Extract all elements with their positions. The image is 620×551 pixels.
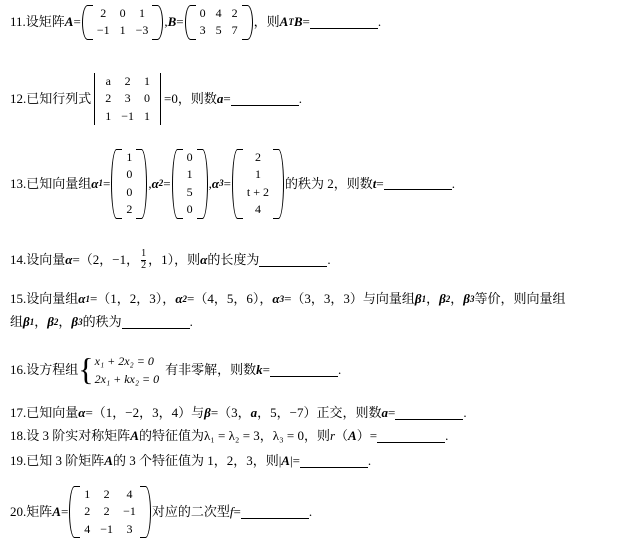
question-16-answer-blank[interactable] [270, 363, 338, 376]
question-12-eq0: =0，则数 [164, 90, 217, 106]
question-15-beta3-sub: 3 [469, 293, 475, 304]
cell: 2 [105, 91, 112, 106]
question-11-matrix-b-label: B [167, 14, 177, 30]
question-15-alpha2-value: =（4，5，6）， [187, 291, 273, 306]
question-18-period: . [445, 428, 449, 443]
question-20-eq-2: = [233, 503, 241, 519]
question-12-lead: 已知行列式 [26, 90, 92, 106]
cell: 3 [126, 521, 133, 536]
paren-left [172, 148, 179, 220]
question-15-alpha1-value: =（1，2，3）， [89, 291, 176, 306]
cell: 0 [119, 6, 126, 20]
cell: 1 [144, 108, 151, 123]
question-18-mid: 的特征值为 [138, 428, 204, 443]
question-14-number: 14. [10, 251, 27, 267]
question-20-mid: 对应的二次型 [151, 503, 230, 519]
question-13-eq2: = [163, 175, 171, 191]
question-15-beta2: β [439, 291, 446, 306]
cell: 1 [119, 23, 126, 38]
equation-1: x₁ + 2x₂ = 0 [94, 354, 154, 368]
question-15-line2-comma-2: ， [58, 314, 72, 329]
cell: 0 [199, 6, 206, 20]
question-19 [4, 453, 371, 469]
question-18-paren-right: ） [356, 428, 370, 443]
question-13 [4, 148, 455, 220]
question-18-matrix-a-2: A [348, 428, 357, 443]
cell: 1 [105, 108, 112, 123]
question-11-eq: = [302, 14, 310, 30]
question-11-number: 11. [10, 14, 26, 30]
question-15-line2-comma-1: ， [34, 314, 48, 329]
cell: 0 [186, 150, 193, 164]
question-19-matrix-a: A [104, 453, 113, 468]
question-13-alpha3-sub: 3 [219, 178, 224, 189]
question-16-period: . [338, 361, 342, 377]
question-14-alpha-2: α [200, 251, 208, 267]
question-19-matrix-a-2: A [281, 453, 290, 468]
question-15-alpha3: α [272, 291, 280, 306]
question-11-matrix-a [82, 4, 164, 41]
paren-right [277, 148, 284, 220]
question-16-system [78, 352, 159, 388]
matrix-grid [76, 485, 144, 539]
cell: 4 [254, 202, 261, 217]
question-19-mid-2: |= [289, 453, 300, 468]
question-15-alpha3-sub: 3 [279, 293, 285, 304]
cell: 1 [138, 6, 145, 20]
question-18-lambda-1-2: λ₁ = λ₂ = 3， [203, 428, 273, 443]
cell: a [105, 74, 111, 88]
question-15-alpha2: α [175, 291, 183, 306]
question-18-answer-blank[interactable] [377, 429, 445, 442]
cell: 2 [100, 6, 107, 20]
cell: −1 [96, 23, 110, 38]
question-15-line-2 [4, 314, 193, 330]
question-15-beta1: β [414, 291, 422, 306]
question-11-expr-b: B [293, 14, 303, 30]
question-13-alpha1-label: α [91, 175, 99, 191]
question-15-tail-1: 等价，则向量组 [474, 291, 566, 306]
question-17-var: a [381, 405, 388, 420]
fraction-numerator: 1 [141, 248, 147, 259]
question-15-answer-blank[interactable] [122, 315, 190, 328]
matrix-a-grid [89, 4, 157, 41]
question-20 [4, 485, 312, 539]
question-15-lead: 设向量组 [26, 291, 79, 306]
question-13-vector-1 [111, 148, 147, 220]
question-11-answer-blank[interactable] [310, 16, 378, 29]
question-20-f-symbol: f [229, 503, 234, 519]
question-15-beta3: β [463, 291, 470, 306]
question-18-paren-left: （ [335, 428, 349, 443]
question-13-eq: = [376, 175, 384, 191]
cell: t + 2 [246, 184, 270, 199]
question-15-period: . [189, 314, 193, 329]
question-19-answer-blank[interactable] [300, 454, 368, 467]
question-11-eq-b: = [176, 14, 184, 30]
question-14-mid: 的长度为 [207, 251, 260, 267]
question-18-lambda-3: λ₃ = 0，则 [272, 428, 330, 443]
question-17 [4, 405, 467, 421]
question-18-matrix-a: A [130, 428, 139, 443]
fraction-denominator: 2 [141, 259, 147, 271]
cell: 2 [103, 504, 110, 519]
question-18-lead: 设 3 阶实对称矩阵 [26, 428, 131, 443]
cell: −1 [121, 108, 135, 123]
cell: 2 [103, 487, 110, 501]
cell: 1 [126, 150, 133, 164]
cell: 1 [144, 74, 151, 88]
paren-right [246, 4, 253, 41]
cell: 5 [215, 23, 222, 38]
cell: 4 [84, 521, 91, 536]
cell: 3 [124, 91, 131, 106]
question-17-period: . [463, 405, 467, 420]
equations [95, 352, 160, 388]
question-12-number: 12. [10, 90, 27, 106]
question-20-matrix [69, 485, 151, 539]
question-16-var: k [256, 361, 263, 377]
question-14-fraction [141, 249, 146, 271]
question-14-lead: 设向量 [26, 251, 66, 267]
question-15-alpha2-sub: 2 [182, 293, 188, 304]
cell: −3 [135, 23, 149, 38]
cell: 0 [126, 167, 133, 182]
question-19-number: 19. [10, 453, 27, 468]
cell: 4 [215, 6, 222, 20]
question-14-eq2: ，1），则 [148, 251, 201, 267]
question-11-lead: 设矩阵 [25, 14, 65, 30]
question-13-alpha2-sub: 2 [158, 178, 164, 189]
question-11-matrix-b [185, 4, 253, 41]
cell: 1 [254, 167, 261, 182]
question-17-beta-value: =（3， [210, 405, 251, 420]
question-20-period: . [308, 503, 313, 519]
question-11-eq-a: = [73, 14, 81, 30]
question-14 [4, 249, 331, 271]
question-14-eq1: =（2，−1， [72, 251, 140, 267]
question-15-line2-beta1: β [23, 314, 30, 329]
question-14-answer-blank[interactable] [259, 253, 327, 266]
question-17-lead: 已知向量 [26, 405, 79, 420]
cell: 2 [124, 74, 131, 88]
question-17-beta: β [204, 405, 211, 420]
cell: 1 [84, 487, 91, 501]
question-13-alpha1-sub: 1 [98, 178, 103, 189]
question-11-expr-a: A [279, 14, 289, 30]
equation-2: 2x₁ + kx₂ = 0 [94, 372, 160, 386]
question-15-line2-prefix: 组 [10, 314, 24, 329]
cell: 0 [186, 202, 193, 217]
question-19-period: . [367, 453, 372, 468]
vector-3-grid [239, 148, 277, 220]
paren-right [140, 148, 147, 220]
question-12-answer-blank[interactable] [231, 92, 299, 105]
question-11-period: . [377, 14, 382, 30]
cell: 0 [144, 91, 151, 106]
question-20-matrix-a-label: A [52, 503, 61, 519]
question-13-comma-2: , [208, 175, 212, 191]
question-11-expr-sup: T [288, 16, 294, 27]
question-16-mid: 有非零解，则数 [165, 361, 257, 377]
question-12 [4, 72, 302, 126]
question-19-mid: 的 3 个特征值为 1，2，3，则| [112, 453, 282, 468]
paren-right [144, 485, 151, 539]
matrix-b-grid [192, 4, 246, 41]
paren-left [82, 4, 89, 41]
question-13-mid: 的秩为 2，则数 [285, 175, 373, 191]
question-19-lead: 已知 3 阶矩阵 [26, 453, 105, 468]
cell: 4 [126, 487, 133, 501]
question-11 [4, 4, 381, 41]
question-17-alpha: α [78, 405, 86, 420]
question-15-line2-beta2-sub: 2 [53, 316, 59, 327]
question-15-line2-tail: 的秩为 [82, 314, 122, 329]
question-11-matrix-a-label: A [64, 14, 74, 30]
question-13-eq3: = [223, 175, 231, 191]
question-17-eq: = [388, 405, 396, 420]
question-12-period: . [298, 90, 302, 106]
question-11-then: ，则 [253, 14, 280, 30]
question-13-number: 13. [10, 175, 27, 191]
question-12-var: a [216, 90, 224, 106]
question-15-line2-beta3-sub: 3 [78, 316, 83, 327]
question-17-alpha-value: =（1，−2，3，4）与 [85, 405, 205, 420]
cell: 2 [126, 202, 133, 217]
question-13-vector-3 [232, 148, 284, 220]
question-13-lead: 已知向量组 [26, 175, 92, 191]
paren-left [232, 148, 239, 220]
question-12-eq: = [223, 90, 231, 106]
cell: 3 [199, 23, 206, 38]
cell: 2 [84, 504, 91, 519]
question-20-number: 20. [10, 503, 27, 519]
cell: 2 [254, 150, 261, 164]
question-15-comma-2: ， [450, 291, 464, 306]
cell: 0 [126, 184, 133, 199]
question-15-number: 15. [10, 291, 27, 306]
question-17-beta-value-2: ，5，−7）正交，则数 [257, 405, 382, 420]
question-16-number: 16. [10, 361, 27, 377]
cell: −1 [123, 504, 136, 519]
question-17-number: 17. [10, 405, 27, 420]
question-13-comma-1: , [148, 175, 152, 191]
question-13-answer-blank[interactable] [384, 177, 452, 190]
det-bar-left [94, 73, 95, 125]
paren-right [156, 4, 163, 41]
det-bar-right [160, 73, 161, 125]
left-brace: { [78, 351, 94, 388]
question-20-eq: = [60, 503, 69, 519]
paren-left [185, 4, 192, 41]
question-15-beta2-sub: 2 [445, 293, 451, 304]
question-13-period: . [451, 175, 455, 191]
question-13-var: t [372, 175, 377, 191]
question-18-rank-symbol: r [329, 428, 336, 443]
question-15-beta1-sub: 1 [421, 293, 427, 304]
question-13-alpha2-label: α [151, 175, 159, 191]
question-18-eq: = [369, 428, 378, 443]
question-13-eq1: = [102, 175, 111, 191]
cell: −1 [100, 521, 114, 536]
question-13-vector-2 [172, 148, 208, 220]
question-15-alpha1: α [78, 291, 86, 306]
question-15-line2-beta3: β [71, 314, 79, 329]
question-15-alpha3-value: =（3，3，3）与向量组 [284, 291, 415, 306]
question-11-comma: , [164, 14, 168, 30]
cell: 2 [231, 6, 238, 20]
question-18 [4, 428, 448, 444]
question-18-number: 18. [10, 428, 27, 443]
question-14-alpha: α [65, 251, 73, 267]
cell: 5 [186, 184, 193, 199]
question-14-period: . [327, 251, 331, 267]
question-15-comma-1: ， [426, 291, 440, 306]
question-16-eq: = [262, 361, 271, 377]
question-20-lead: 矩阵 [26, 503, 53, 519]
det-grid [97, 72, 158, 126]
question-16 [4, 352, 341, 388]
question-17-beta-var: a [250, 405, 258, 420]
paren-right [201, 148, 208, 220]
question-15-alpha1-sub: 1 [85, 293, 90, 304]
question-13-alpha3-label: α [211, 175, 220, 191]
question-15 [4, 291, 565, 307]
cell: 1 [186, 167, 193, 182]
paren-left [111, 148, 118, 220]
cell: 7 [231, 23, 238, 38]
question-17-answer-blank[interactable] [395, 406, 463, 419]
question-15-line2-beta1-sub: 1 [29, 316, 35, 327]
paren-left [69, 485, 76, 539]
question-15-line2-beta2: β [47, 314, 54, 329]
question-16-lead: 设方程组 [26, 361, 79, 377]
question-20-answer-blank[interactable] [241, 505, 309, 518]
question-12-determinant [92, 72, 163, 126]
